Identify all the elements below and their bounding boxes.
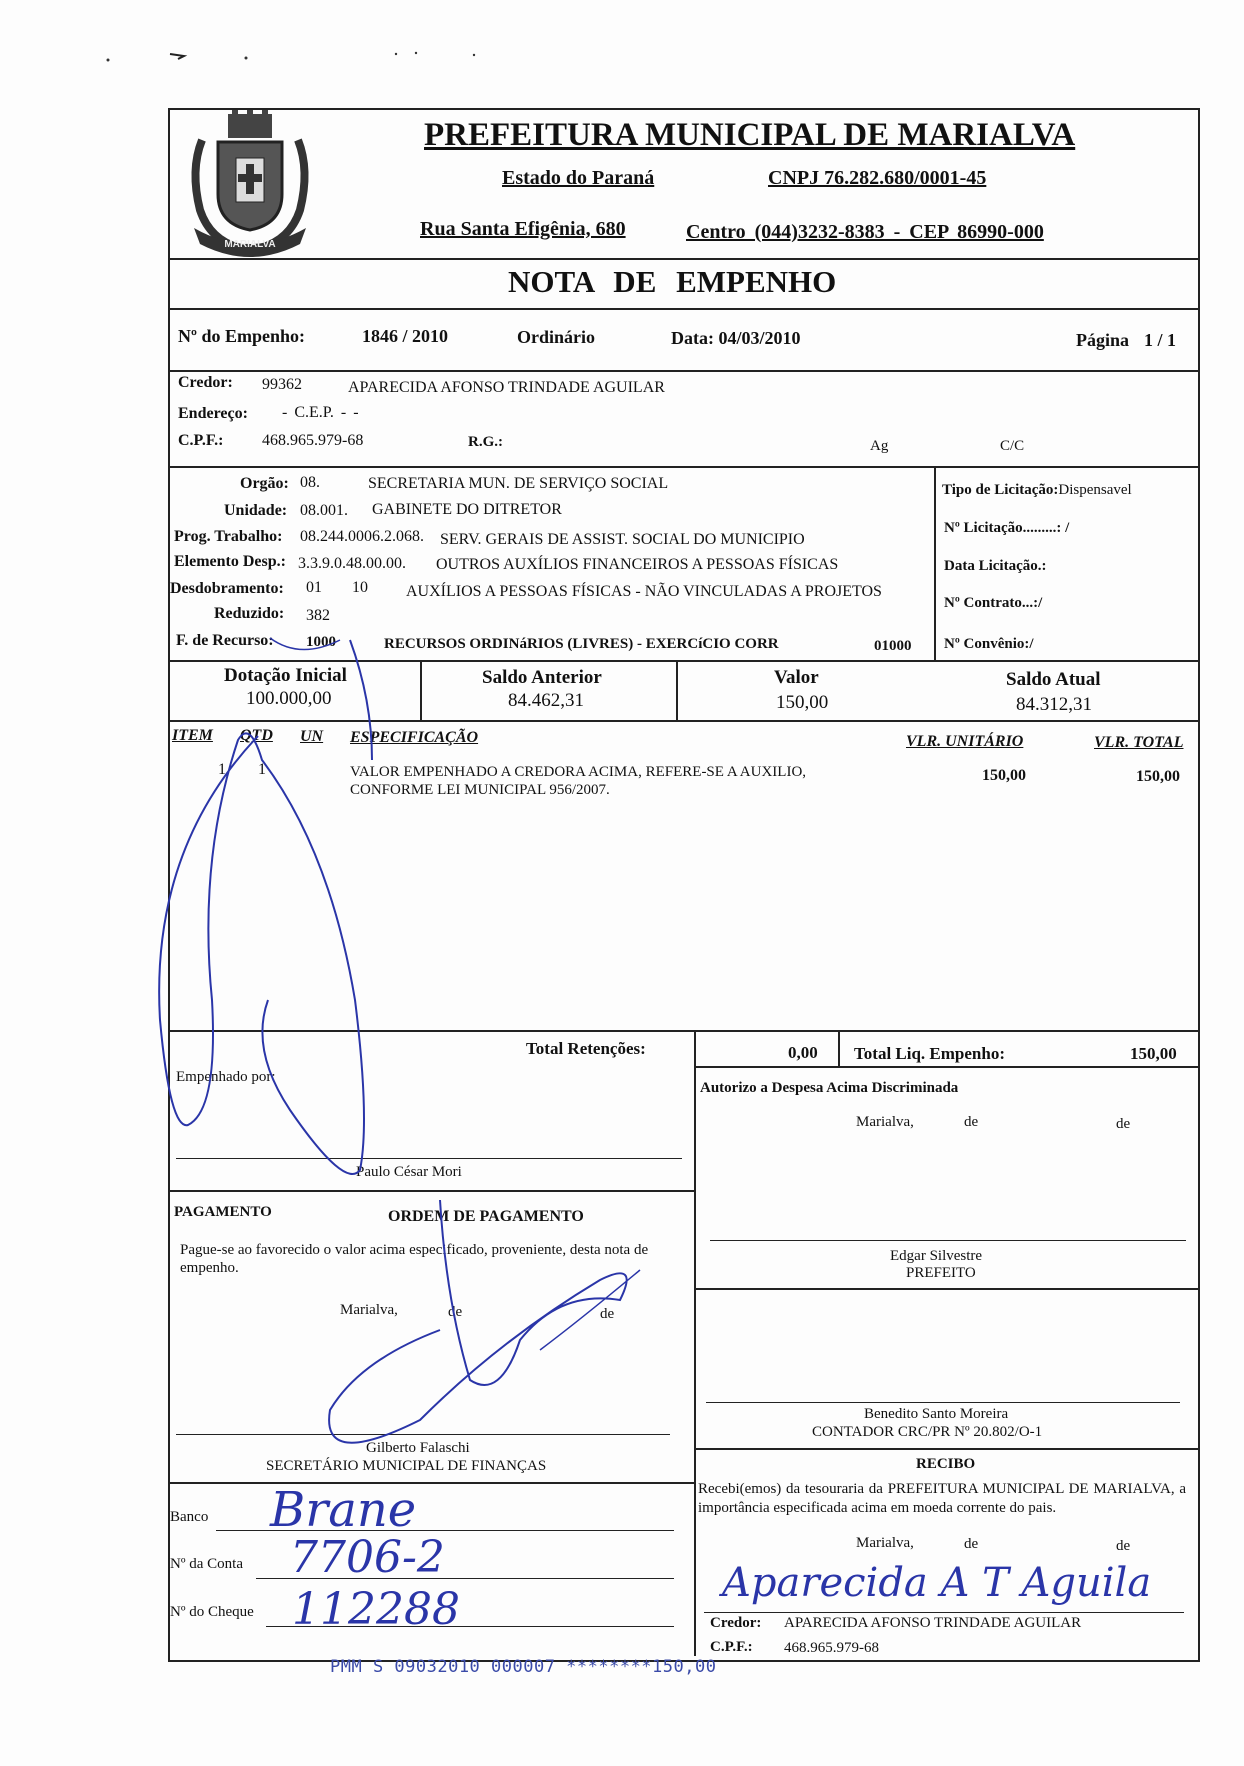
recurso-label: F. de Recurso:: [176, 632, 274, 649]
prog-label: Prog. Trabalho:: [174, 528, 283, 545]
dotacao-value: 100.000,00: [246, 688, 332, 709]
saldo-atual-label: Saldo Atual: [1006, 669, 1101, 690]
pagamento-city: Marialva,: [340, 1302, 398, 1318]
convenio-number: Nº Convênio:/: [944, 636, 1034, 652]
recibo-cpf-value: 468.965.979-68: [784, 1640, 879, 1656]
col-espec-header: ESPECIFICAÇÃO: [350, 729, 479, 746]
desdobramento-desc: AUXÍLIOS A PESSOAS FÍSICAS - NÃO VINCULADAS A PROJETOS: [406, 583, 882, 600]
cheque-label: Nº do Cheque: [170, 1604, 254, 1620]
prog-desc: SERV. GERAIS DE ASSIST. SOCIAL DO MUNICIPIO: [440, 531, 805, 548]
endereco-label: Endereço:: [178, 405, 248, 422]
banco-label: Banco: [170, 1509, 209, 1525]
org-name: PREFEITURA MUNICIPAL DE MARIALVA: [424, 117, 1076, 153]
item-qtd: 1: [258, 761, 266, 778]
liq-empenho-label: Total Liq. Empenho:: [854, 1044, 1005, 1063]
secretario-title: SECRETÁRIO MUNICIPAL DE FINANÇAS: [266, 1458, 547, 1474]
cnpj-label: CNPJ 76.282.680/0001-45: [768, 167, 987, 189]
contact-label: Centro (044)3232-8383 - CEP 86990-000: [686, 221, 1044, 243]
prog-code: 08.244.0006.2.068.: [300, 528, 424, 545]
credor-label: Credor:: [178, 374, 233, 391]
autorizo-de1: de: [964, 1114, 979, 1130]
col-total-header: VLR. TOTAL: [1094, 734, 1184, 751]
autorizo-text: Autorizo a Despesa Acima Discriminada: [700, 1080, 959, 1096]
recibo-cpf-label: C.P.F.:: [710, 1639, 753, 1655]
empenhado-name: Paulo César Mori: [356, 1164, 462, 1180]
endereco-value: - C.E.P. - -: [282, 404, 359, 421]
reduzido-value: 382: [306, 607, 330, 624]
credor-code: 99362: [262, 376, 302, 393]
autorizo-de2: de: [1116, 1116, 1131, 1132]
empenho-type: Ordinário: [517, 327, 596, 347]
empenhado-label: Empenhado por:: [176, 1069, 276, 1085]
col-item-header: ITEM: [172, 727, 213, 744]
unidade-desc: GABINETE DO DITRETOR: [372, 501, 562, 518]
empenho-date: Data: 04/03/2010: [671, 328, 801, 348]
autorizo-city: Marialva,: [856, 1114, 914, 1130]
retencoes-value: 0,00: [788, 1043, 818, 1062]
item-espec-line1: VALOR EMPENHADO A CREDORA ACIMA, REFERE-SE A AUXILIO,: [350, 764, 807, 780]
elemento-label: Elemento Desp.:: [174, 553, 286, 570]
licitacao-tipo-label: Tipo de Licitação:: [942, 482, 1059, 498]
liq-empenho-value: 150,00: [1130, 1044, 1177, 1063]
recibo-city: Marialva,: [856, 1535, 914, 1551]
cheque-handwritten: 112288: [292, 1584, 460, 1635]
scan-specks: [100, 48, 480, 64]
document-title: NOTA DE EMPENHO: [508, 264, 837, 299]
contrato-number: Nº Contrato...:/: [944, 595, 1043, 611]
valor-label: Valor: [774, 667, 819, 688]
unidade-label: Unidade:: [224, 502, 288, 519]
recurso-desc: RECURSOS ORDINáRIOS (LIVRES) - EXERCíCIO CORR: [384, 636, 779, 652]
conta-handwritten: 7706-2: [290, 1532, 445, 1583]
empenho-number: 1846 / 2010: [362, 326, 449, 346]
item-unit-value: 150,00: [982, 767, 1026, 784]
svg-text:MARIALVA: MARIALVA: [224, 239, 276, 250]
prefeito-title: PREFEITO: [906, 1265, 976, 1281]
saldo-atual-value: 84.312,31: [1016, 694, 1092, 715]
pagamento-label: PAGAMENTO: [174, 1204, 272, 1220]
orgao-label: Orgão:: [240, 475, 289, 492]
ordem-pagamento-label: ORDEM DE PAGAMENTO: [388, 1208, 584, 1225]
col-qtd-header: QTD: [240, 727, 273, 744]
address-label: Rua Santa Efigênia, 680: [420, 218, 626, 240]
recibo-label: RECIBO: [916, 1456, 976, 1472]
contador-title: CONTADOR CRC/PR Nº 20.802/O-1: [812, 1424, 1043, 1440]
licitacao-number: Nº Licitação.........: /: [944, 520, 1070, 536]
licitacao-tipo-value: Dispensavel: [1058, 482, 1132, 498]
banco-handwritten: Brane: [270, 1482, 417, 1538]
page-label: Página: [1076, 330, 1130, 350]
state-label: Estado do Paraná: [502, 167, 655, 189]
retencoes-label: Total Retenções:: [526, 1039, 646, 1058]
desdobramento-label: Desdobramento:: [170, 580, 284, 597]
rg-label: R.G.:: [468, 434, 503, 450]
orgao-desc: SECRETARIA MUN. DE SERVIÇO SOCIAL: [368, 475, 669, 492]
item-total-value: 150,00: [1136, 768, 1180, 785]
recurso-code2: 01000: [874, 638, 912, 654]
ag-label: Ag: [870, 438, 889, 454]
desdobramento-code2: 10: [352, 579, 368, 596]
conta-label: Nº da Conta: [170, 1556, 243, 1572]
recibo-de1: de: [964, 1536, 979, 1552]
valor-value: 150,00: [776, 692, 829, 713]
secretario-name: Gilberto Falaschi: [366, 1440, 470, 1456]
orgao-code: 08.: [300, 474, 320, 491]
municipal-crest-icon: [180, 110, 320, 260]
pagamento-de1: de: [448, 1304, 463, 1320]
recibo-credor-name: APARECIDA AFONSO TRINDADE AGUILAR: [784, 1615, 1082, 1631]
credor-name: APARECIDA AFONSO TRINDADE AGUILAR: [348, 379, 665, 396]
reduzido-label: Reduzido:: [214, 605, 285, 622]
pagamento-text: Pague-se ao favorecido o valor acima especificado, proveniente, desta nota de empenho.: [180, 1242, 649, 1276]
page-number: 1 / 1: [1144, 330, 1177, 350]
recurso-code: 1000: [306, 634, 336, 650]
credor-signature: Aparecida A T Aguila: [722, 1560, 1152, 1606]
saldo-anterior-label: Saldo Anterior: [482, 667, 602, 688]
empenho-number-label: Nº do Empenho:: [178, 326, 305, 346]
cc-label: C/C: [1000, 438, 1025, 454]
item-espec-line2: CONFORME LEI MUNICIPAL 956/2007.: [350, 782, 610, 798]
payment-stamp: PMM S 09032010 000007 ********150,00: [330, 1657, 717, 1677]
unidade-code: 08.001.: [300, 502, 348, 519]
cpf-value: 468.965.979-68: [262, 432, 364, 449]
elemento-code: 3.3.9.0.48.00.00.: [298, 555, 406, 572]
dotacao-label: Dotação Inicial: [224, 665, 347, 686]
contador-name: Benedito Santo Moreira: [864, 1406, 1009, 1422]
saldo-anterior-value: 84.462,31: [508, 690, 584, 711]
cpf-label: C.P.F.:: [178, 432, 224, 449]
desdobramento-code1: 01: [306, 579, 322, 596]
recibo-de2: de: [1116, 1538, 1131, 1554]
col-unit-header: VLR. UNITÁRIO: [906, 733, 1024, 750]
licitacao-date: Data Licitação.:: [944, 558, 1047, 574]
elemento-desc: OUTROS AUXÍLIOS FINANCEIROS A PESSOAS FÍSICAS: [436, 556, 839, 573]
prefeito-name: Edgar Silvestre: [890, 1248, 983, 1264]
pagamento-de2: de: [600, 1306, 615, 1322]
item-number: 1: [218, 761, 226, 778]
col-un-header: UN: [300, 728, 324, 745]
licitacao-tipo: [942, 482, 1132, 499]
recibo-text: Recebi(emos) da tesouraria da PREFEITURA MUNICIPAL DE MARIALVA, a importância especificada acima em moeda corrente do pais.: [698, 1481, 1186, 1516]
recibo-credor-label: Credor:: [710, 1615, 762, 1631]
